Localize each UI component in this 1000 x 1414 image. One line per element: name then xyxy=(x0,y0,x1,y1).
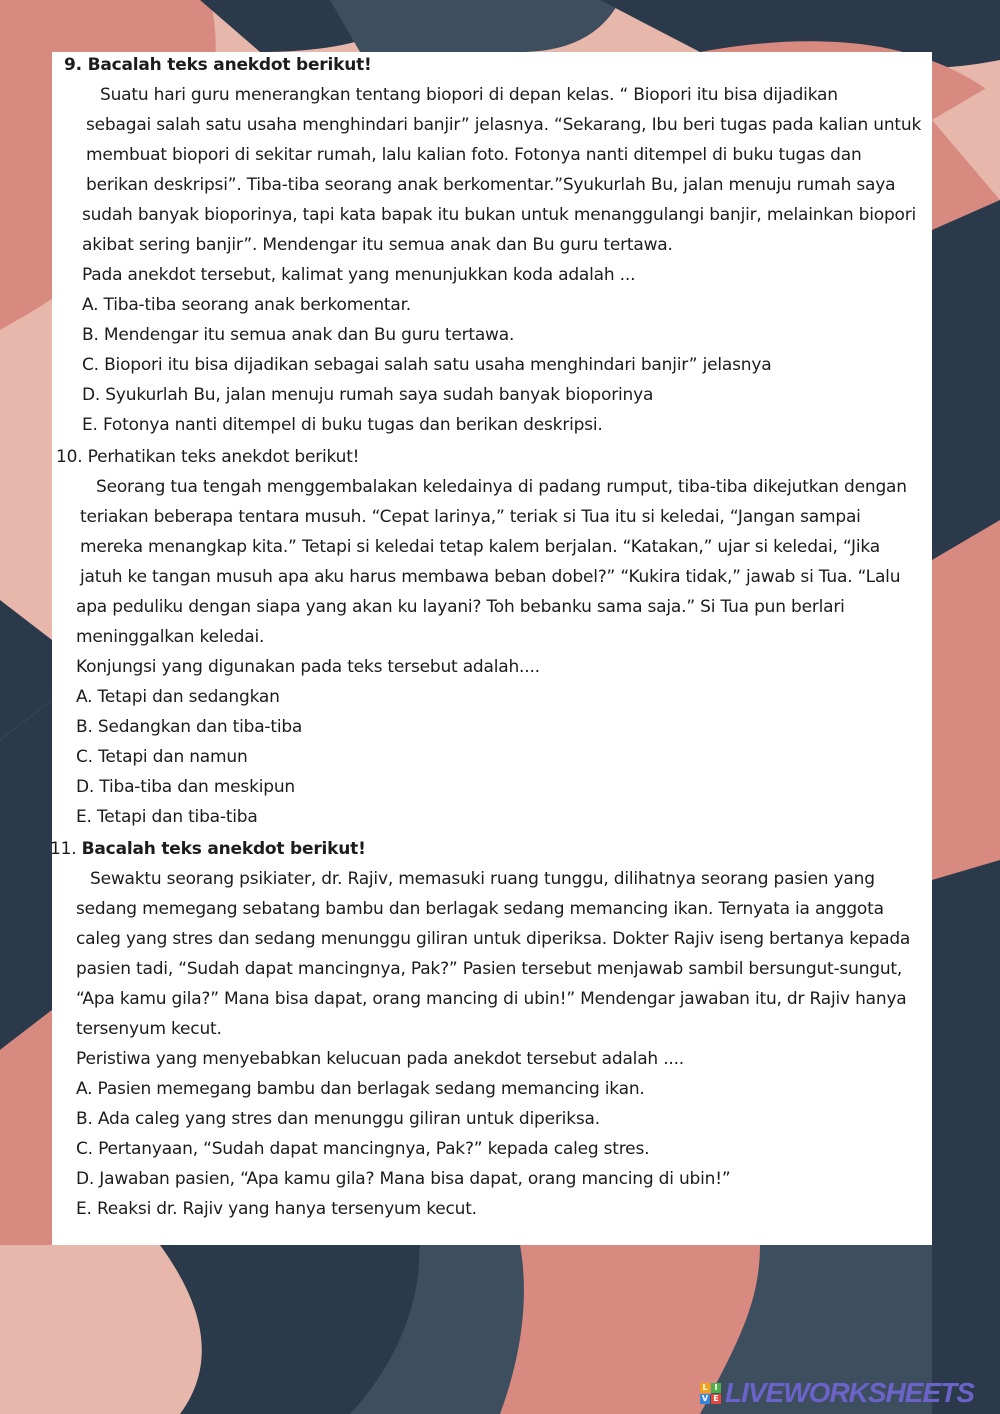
q9-passage-line: sebagai salah satu usaha menghindari banjir” jelasnya. “Sekarang, Ibu beri tugas pada kalian untuk xyxy=(86,115,922,135)
q10-passage-line: teriakan beberapa tentara musuh. “Cepat larinya,” teriak si Tua itu si keledai, “Jangan sampai xyxy=(80,507,861,527)
q10-option-b[interactable]: B. Sedangkan dan tiba-tiba xyxy=(76,717,303,737)
q9-passage-line: akibat sering banjir”. Mendengar itu semua anak dan Bu guru tertawa. xyxy=(82,235,673,255)
q9-passage-line: sudah banyak bioporinya, tapi kata bapak itu bukan untuk menanggulangi banjir, melainkan biopori xyxy=(82,205,917,225)
q11-option-d[interactable]: D. Jawaban pasien, “Apa kamu gila? Mana bisa dapat, orang mancing di ubin!” xyxy=(76,1169,731,1189)
q10-question: Konjungsi yang digunakan pada teks tersebut adalah.... xyxy=(76,657,540,677)
q11-option-e[interactable]: E. Reaksi dr. Rajiv yang hanya tersenyum kecut. xyxy=(76,1199,477,1219)
q11-option-a[interactable]: A. Pasien memegang bambu dan berlagak sedang memancing ikan. xyxy=(76,1079,645,1099)
logo-icon: L I V E xyxy=(700,1383,721,1404)
question-11 xyxy=(50,834,910,1224)
question-9 xyxy=(64,50,921,440)
q10-option-c[interactable]: C. Tetapi dan namun xyxy=(76,747,248,767)
q9-option-c[interactable]: C. Biopori itu bisa dijadikan sebagai salah satu usaha menghindari banjir” jelasnya xyxy=(82,355,772,375)
q11-passage-line: Sewaktu seorang psikiater, dr. Rajiv, memasuki ruang tunggu, dilihatnya seorang pasien yang xyxy=(90,869,875,889)
q11-option-b[interactable]: B. Ada caleg yang stres dan menunggu giliran untuk diperiksa. xyxy=(76,1109,600,1129)
q11-option-c[interactable]: C. Pertanyaan, “Sudah dapat mancingnya, Pak?” kepada caleg stres. xyxy=(76,1139,650,1159)
q11-number: 11. xyxy=(50,839,77,859)
q10-option-d[interactable]: D. Tiba-tiba dan meskipun xyxy=(76,777,295,797)
q11-title: Bacalah teks anekdot berikut! xyxy=(81,839,366,859)
q10-passage-line: jatuh ke tangan musuh apa aku harus membawa beban dobel?” “Kukira tidak,” jawab si Tua. “Lalu xyxy=(80,567,901,587)
q9-title: Bacalah teks anekdot berikut! xyxy=(87,55,372,75)
q9-option-e[interactable]: E. Fotonya nanti ditempel di buku tugas dan berikan deskripsi. xyxy=(82,415,603,435)
q9-passage-line: membuat biopori di sekitar rumah, lalu kalian foto. Fotonya nanti ditempel di buku tugas dan xyxy=(86,145,862,165)
q9-passage-line: Suatu hari guru menerangkan tentang biopori di depan kelas. “ Biopori itu bisa dijadikan xyxy=(100,85,838,105)
liveworksheets-logo[interactable] xyxy=(700,1378,974,1408)
q10-option-a[interactable]: A. Tetapi dan sedangkan xyxy=(76,687,280,707)
q11-question: Peristiwa yang menyebabkan kelucuan pada anekdot tersebut adalah .... xyxy=(76,1049,685,1069)
q10-number: 10. xyxy=(56,447,83,467)
q11-passage-line: sedang memegang sebatang bambu dan berlagak sedang memancing ikan. Ternyata ia anggota xyxy=(76,899,884,919)
q10-passage-line: apa peduliku dengan siapa yang akan ku layani? Toh bebanku sama saja.” Si Tua pun berlari xyxy=(76,597,845,617)
question-10 xyxy=(56,442,907,832)
q9-option-d[interactable]: D. Syukurlah Bu, jalan menuju rumah saya sudah banyak bioporinya xyxy=(82,385,654,405)
q9-option-b[interactable]: B. Mendengar itu semua anak dan Bu guru tertawa. xyxy=(82,325,515,345)
q11-passage-line: tersenyum kecut. xyxy=(76,1019,222,1039)
q9-passage-line: berikan deskripsi”. Tiba-tiba seorang anak berkomentar.”Syukurlah Bu, jalan menuju rumah saya xyxy=(86,175,896,195)
q11-passage-line: pasien tadi, “Sudah dapat mancingnya, Pak?” Pasien tersebut menjawab sambil bersungut-sungut, xyxy=(76,959,903,979)
q11-passage-line: caleg yang stres dan sedang menunggu giliran untuk diperiksa. Dokter Rajiv iseng bertanya kepada xyxy=(76,929,911,949)
q9-question: Pada anekdot tersebut, kalimat yang menunjukkan koda adalah ... xyxy=(82,265,636,285)
q11-passage-line: “Apa kamu gila?” Mana bisa dapat, orang mancing di ubin!” Mendengar jawaban itu, dr Rajiv hanya xyxy=(76,989,907,1009)
q10-passage-line: mereka menangkap kita.” Tetapi si keledai tetap kalem berjalan. “Katakan,” ujar si keledai, “Jika xyxy=(80,537,880,557)
q9-number: 9. xyxy=(64,55,82,75)
q10-passage-line: meninggalkan keledai. xyxy=(76,627,265,647)
q10-title: Perhatikan teks anekdot berikut! xyxy=(87,447,360,467)
logo-text: LIVEWORKSHEETS xyxy=(725,1377,974,1408)
q9-option-a[interactable]: A. Tiba-tiba seorang anak berkomentar. xyxy=(82,295,412,315)
q10-option-e[interactable]: E. Tetapi dan tiba-tiba xyxy=(76,807,258,827)
q10-passage-line: Seorang tua tengah menggembalakan keledainya di padang rumput, tiba-tiba dikejutkan dengan xyxy=(96,477,907,497)
